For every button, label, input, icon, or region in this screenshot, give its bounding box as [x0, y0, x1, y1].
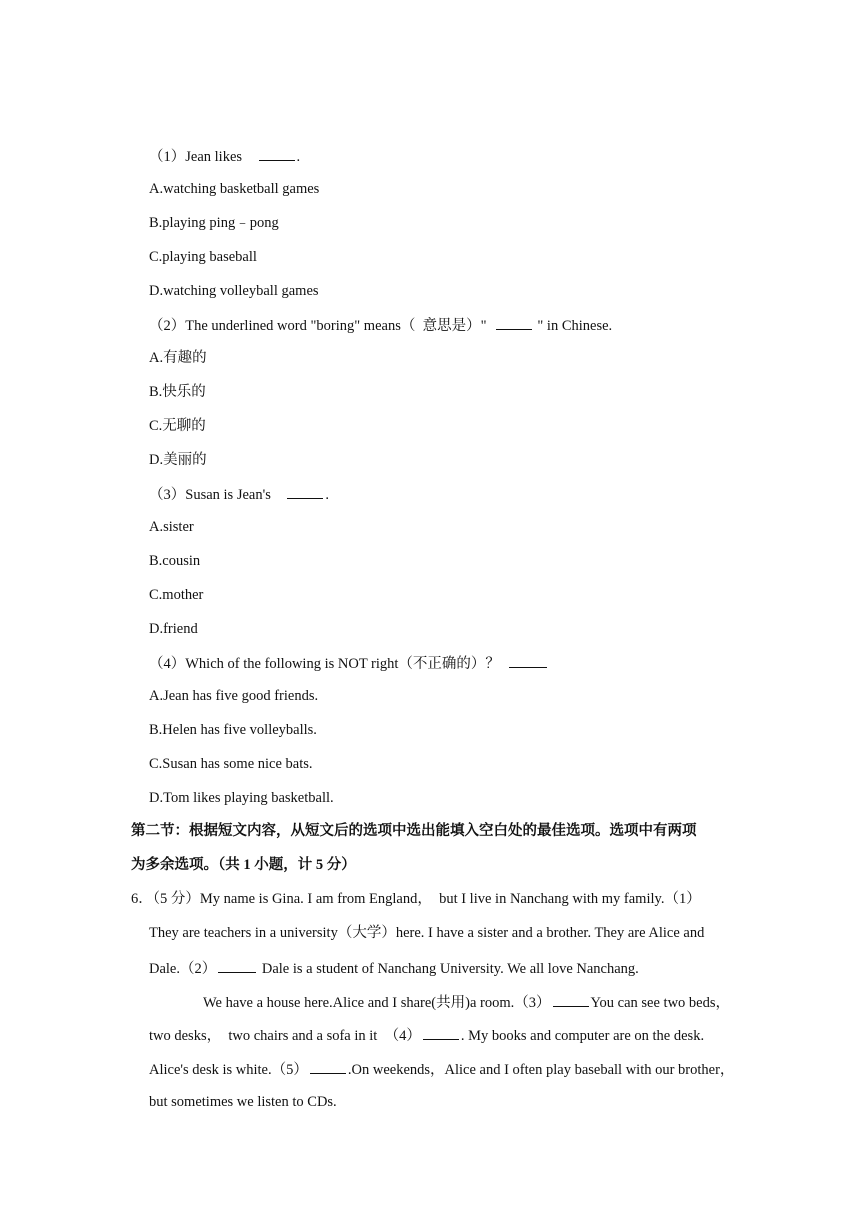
section-2-heading-line-1: 第二节：根据短文内容，从短文后的选项中选出能填入空白处的最佳选项。选项中有两项 [131, 823, 697, 839]
passage-blank-3 [553, 992, 589, 1007]
answer-blank [259, 146, 295, 161]
answer-blank [509, 653, 547, 668]
passage-blank-2 [218, 958, 256, 973]
question-2-end: " in Chinese. [533, 318, 613, 334]
option-a: A.sister [149, 519, 194, 535]
option-a: A.有趣的 [149, 350, 207, 366]
option-b: B.cousin [149, 553, 201, 569]
option-d: D.watching volleyball games [149, 283, 319, 299]
option-a: A.Jean has five good friends. [149, 688, 319, 704]
option-b: B.playing ping﹣pong [149, 215, 279, 231]
question-3-stem [149, 484, 329, 504]
question-2-stem [149, 315, 612, 335]
question-2-text: （2）The underlined word "boring" means（ 意思是）" [149, 318, 487, 334]
passage-text: Dale is a student of Nanchang University. We all love Nanchang. [258, 961, 639, 977]
option-c: C.mother [149, 587, 204, 603]
question-4-text: （4）Which of the following is NOT right（不正确的）？ [149, 656, 500, 672]
answer-blank [496, 315, 532, 330]
section-2-heading-line-2: 为多余选项。（共 1 小题，计 5 分） [131, 857, 356, 873]
passage-text: Dale.（2） [149, 961, 217, 977]
passage-line-1: 6．（5 分）My name is Gina. I am from England， but I live in Nanchang with my family.（1） [131, 891, 701, 907]
question-1-text: （1）Jean likes [149, 149, 243, 165]
passage-blank-5 [310, 1059, 346, 1074]
passage-line-5 [149, 1025, 704, 1045]
option-a: A.watching basketball games [149, 181, 320, 197]
passage-text: .On weekends，Alice and I often play baseball with our brother， [347, 1062, 735, 1078]
passage-line-7: but sometimes we listen to CDs. [149, 1094, 337, 1110]
option-c: C.无聊的 [149, 418, 206, 434]
question-3-text: （3）Susan is Jean's [149, 487, 271, 503]
answer-blank [287, 484, 323, 499]
question-3-end: . [325, 487, 329, 503]
passage-line-6 [149, 1059, 734, 1079]
passage-text: We have a house here.Alice and I share(共用)a room.（3） [203, 995, 551, 1011]
passage-blank-4 [423, 1025, 459, 1040]
passage-text: two desks， two chairs and a sofa in it （4） [149, 1028, 421, 1044]
option-b: B.Helen has five volleyballs. [149, 722, 317, 738]
option-d: D.美丽的 [149, 452, 207, 468]
option-c: C.Susan has some nice bats. [149, 756, 313, 772]
option-d: D.Tom likes playing basketball. [149, 790, 334, 806]
passage-line-4 [203, 992, 730, 1012]
option-b: B.快乐的 [149, 384, 206, 400]
question-4-stem [149, 653, 549, 673]
passage-line-3 [149, 958, 639, 978]
question-1-end: . [296, 149, 301, 165]
question-1-stem [149, 146, 300, 166]
passage-text: Alice's desk is white.（5） [149, 1062, 308, 1078]
passage-text: . My books and computer are on the desk. [460, 1028, 705, 1044]
passage-text: You can see two beds， [590, 995, 731, 1011]
passage-line-2: They are teachers in a university（大学）here. I have a sister and a brother. They are Alice and [149, 925, 705, 941]
option-d: D.friend [149, 621, 198, 637]
option-c: C.playing baseball [149, 249, 257, 265]
